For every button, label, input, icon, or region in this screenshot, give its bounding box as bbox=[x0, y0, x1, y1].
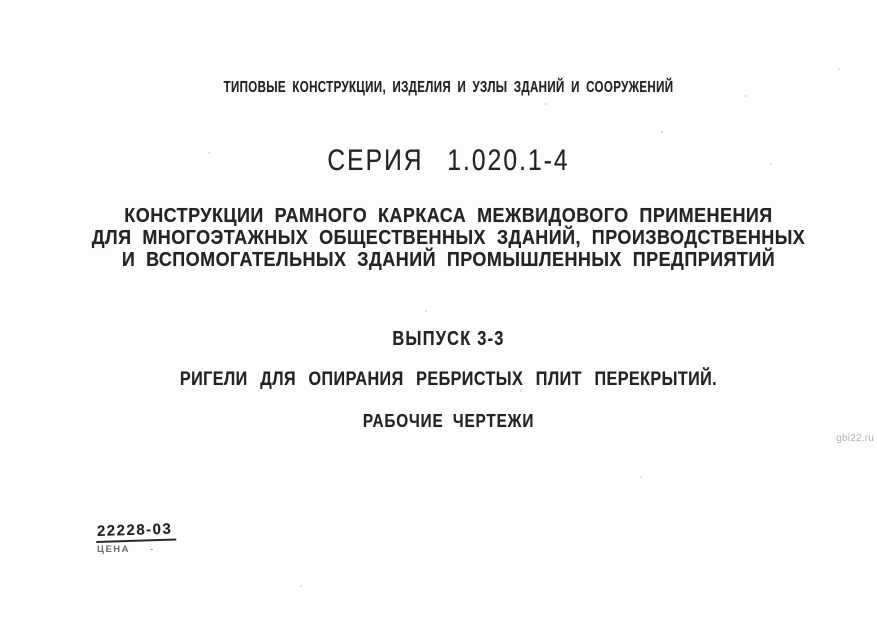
scan-speck bbox=[520, 390, 522, 392]
scan-speck bbox=[208, 152, 210, 154]
subtitle: РИГЕЛИ ДЛЯ ОПИРАНИЯ РЕБРИСТЫХ ПЛИТ ПЕРЕКРЫТИЙ. bbox=[179, 369, 718, 390]
price-label: ЦЕНА bbox=[97, 544, 130, 555]
main-title-line-1: КОНСТРУКЦИИ РАМНОГО КАРКАСА МЕЖВИДОВОГО ПРИМЕНЕНИЯ bbox=[124, 205, 773, 227]
scan-speck bbox=[640, 476, 642, 478]
main-title-line-3: И ВСПОМОГАТЕЛЬНЫХ ЗДАНИЙ ПРОМЫШЛЕННЫХ ПРЕДПРИЯТИЙ bbox=[121, 249, 776, 271]
scan-speck bbox=[545, 103, 547, 105]
scan-speck bbox=[661, 131, 663, 133]
series-title: СЕРИЯ 1.020.1-4 bbox=[327, 144, 570, 177]
issue-number: ВЫПУСК 3-3 bbox=[392, 328, 505, 350]
price-value-partial: - bbox=[150, 544, 155, 555]
document-type: РАБОЧИЕ ЧЕРТЕЖИ bbox=[362, 411, 535, 431]
main-title bbox=[63, 205, 834, 271]
scan-speck bbox=[770, 163, 772, 165]
main-title-line-2: ДЛЯ МНОГОЭТАЖНЫХ ОБЩЕСТВЕННЫХ ЗДАНИЙ, ПРОИЗВОДСТВЕННЫХ bbox=[91, 227, 806, 249]
site-watermark: gbi22.ru bbox=[836, 433, 874, 444]
price-line bbox=[97, 544, 155, 555]
document-header-line: ТИПОВЫЕ КОНСТРУКЦИИ, ИЗДЕЛИЯ И УЗЛЫ ЗДАНИЙ И СООРУЖЕНИЙ bbox=[223, 79, 674, 96]
scan-speck bbox=[425, 310, 427, 312]
scan-speck bbox=[745, 95, 747, 97]
scan-speck bbox=[300, 585, 302, 587]
scan-speck bbox=[838, 68, 840, 70]
catalog-code: 22228-03 bbox=[96, 520, 177, 543]
catalog-stamp bbox=[96, 520, 177, 543]
